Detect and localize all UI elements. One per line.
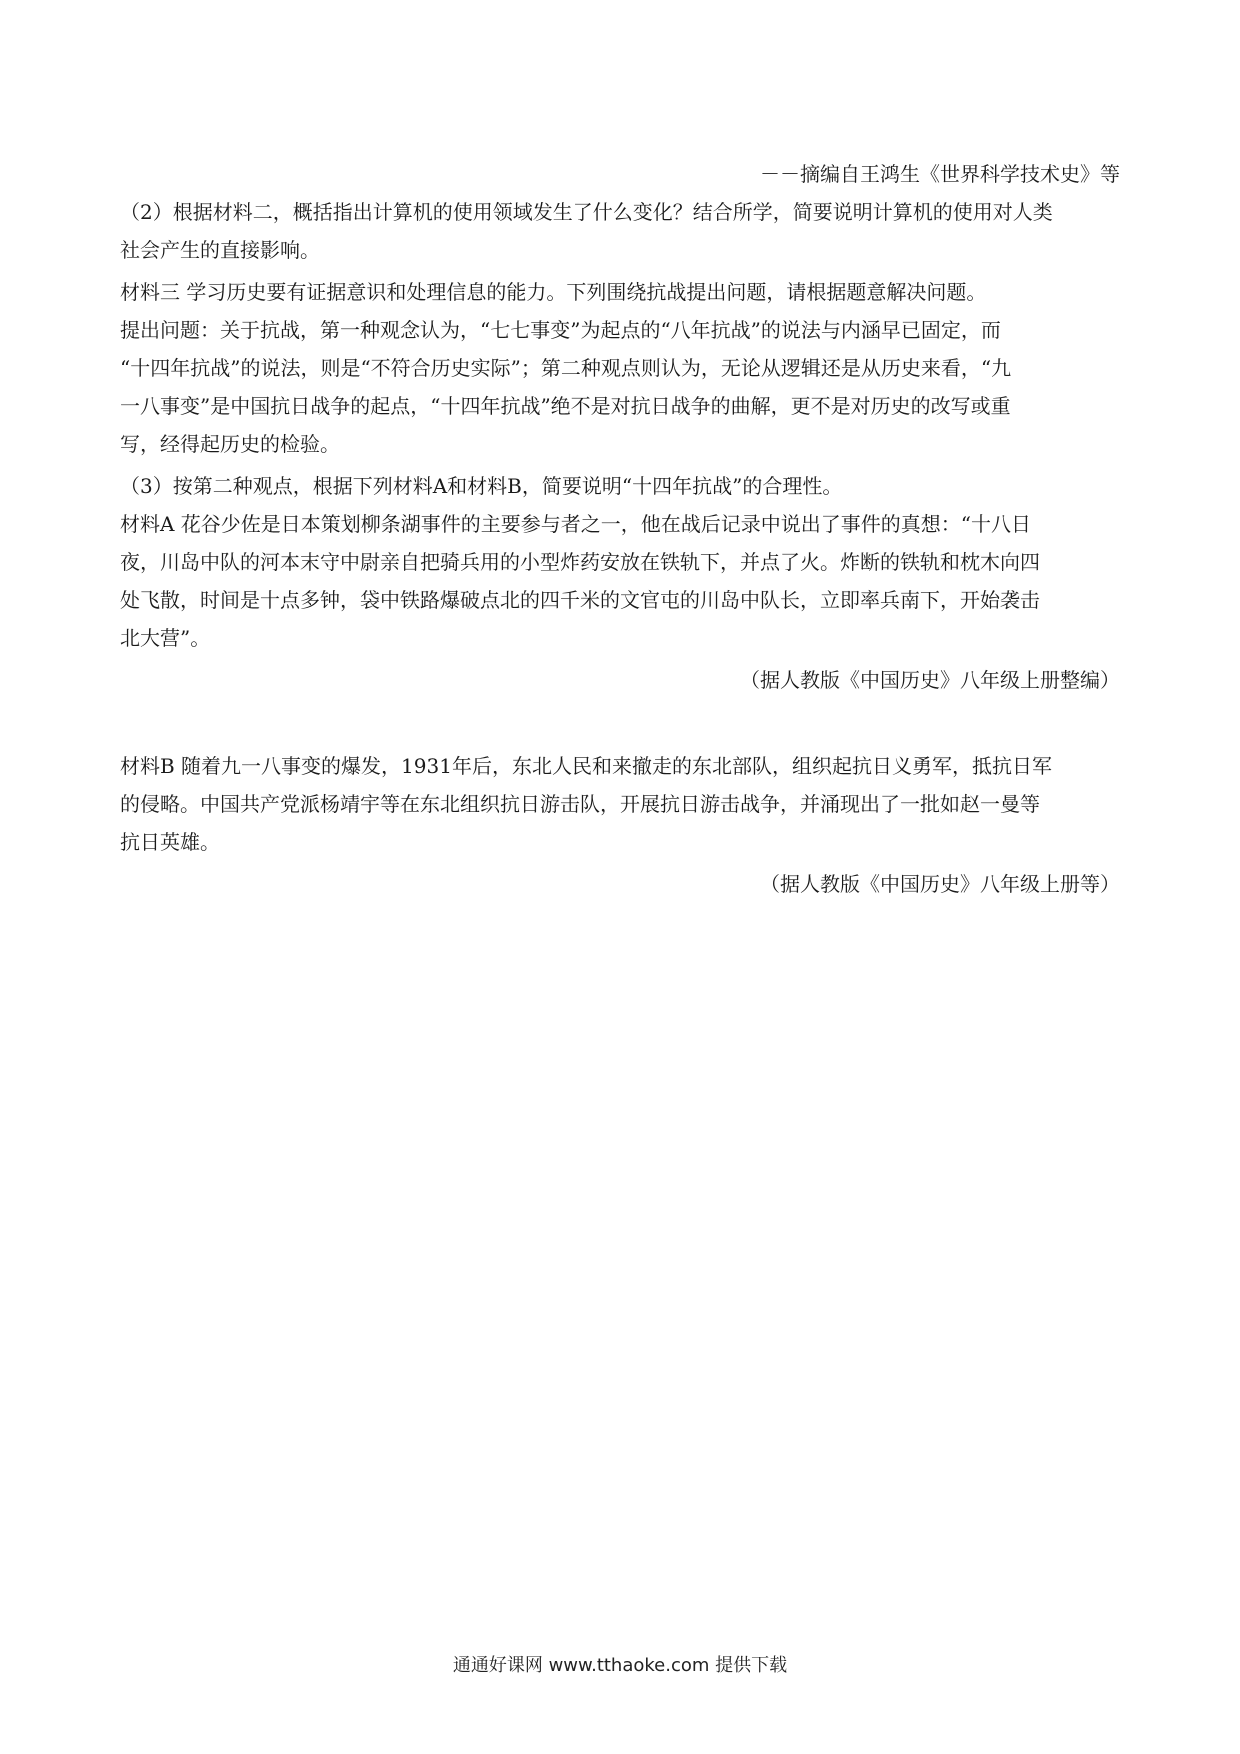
question-2-line: 社会产生的直接影响。 (120, 238, 320, 262)
material-b-line: 抗日英雄。 (120, 830, 220, 854)
material-3-line: 写，经得起历史的检验。 (120, 432, 340, 456)
material-a-line: 北大营”。 (120, 626, 211, 650)
spacer (120, 699, 1130, 747)
material-a-source: （据人教版《中国历史》八年级上册整编） (740, 668, 1120, 692)
material-a (120, 505, 1130, 657)
question-2 (120, 193, 1130, 269)
material-b-line: 的侵略。中国共产党派杨靖宇等在东北组织抗日游击队，开展抗日游击战争，并涌现出了一批如赵一曼等 (120, 792, 1040, 816)
question-3: （3）按第二种观点，根据下列材料A和材料B，简要说明“十四年抗战”的合理性。 (120, 474, 843, 498)
material-b-source: （据人教版《中国历史》八年级上册等） (760, 872, 1120, 896)
material-b (120, 747, 1130, 861)
material-3-line: “十四年抗战”的说法，则是“不符合历史实际”；第二种观点则认为，无论从逻辑还是从历史来看，“九 (120, 356, 1012, 380)
page-footer: 通通好课网 www.tthaoke.com 提供下载 (452, 1655, 788, 1676)
material-a-line: 夜，川岛中队的河本末守中尉亲自把骑兵用的小型炸药安放在铁轨下，并点了火。炸断的铁轨和枕木向四 (120, 550, 1040, 574)
material-3-line: 提出问题：关于抗战，第一种观念认为，“七七事变”为起点的“八年抗战”的说法与内涵早已固定，而 (120, 318, 1001, 342)
material-a-line: 处飞散，时间是十点多钟，袋中铁路爆破点北的四千米的文官屯的川岛中队长，立即率兵南下，开始袭击 (120, 588, 1040, 612)
document-body (120, 155, 1130, 903)
material-b-line: 材料B 随着九一八事变的爆发，1931年后，东北人民和来撤走的东北部队，组织起抗日义勇军，抵抗日军 (120, 754, 1052, 778)
source-citation-material-2: －－摘编自王鸿生《世界科学技术史》等 (760, 162, 1120, 186)
material-3-question (120, 311, 1130, 463)
material-3-intro: 材料三 学习历史要有证据意识和处理信息的能力。下列围绕抗战提出问题，请根据题意解决问题。 (120, 280, 987, 304)
material-a-line: 材料A 花谷少佐是日本策划柳条湖事件的主要参与者之一，他在战后记录中说出了事件的真想：“十八日 (120, 512, 1032, 536)
material-3-line: 一八事变”是中国抗日战争的起点，“十四年抗战”绝不是对抗日战争的曲解，更不是对历史的改写或重 (120, 394, 1011, 418)
question-2-line: （2）根据材料二，概括指出计算机的使用领域发生了什么变化？结合所学，简要说明计算机的使用对人类 (120, 200, 1053, 224)
